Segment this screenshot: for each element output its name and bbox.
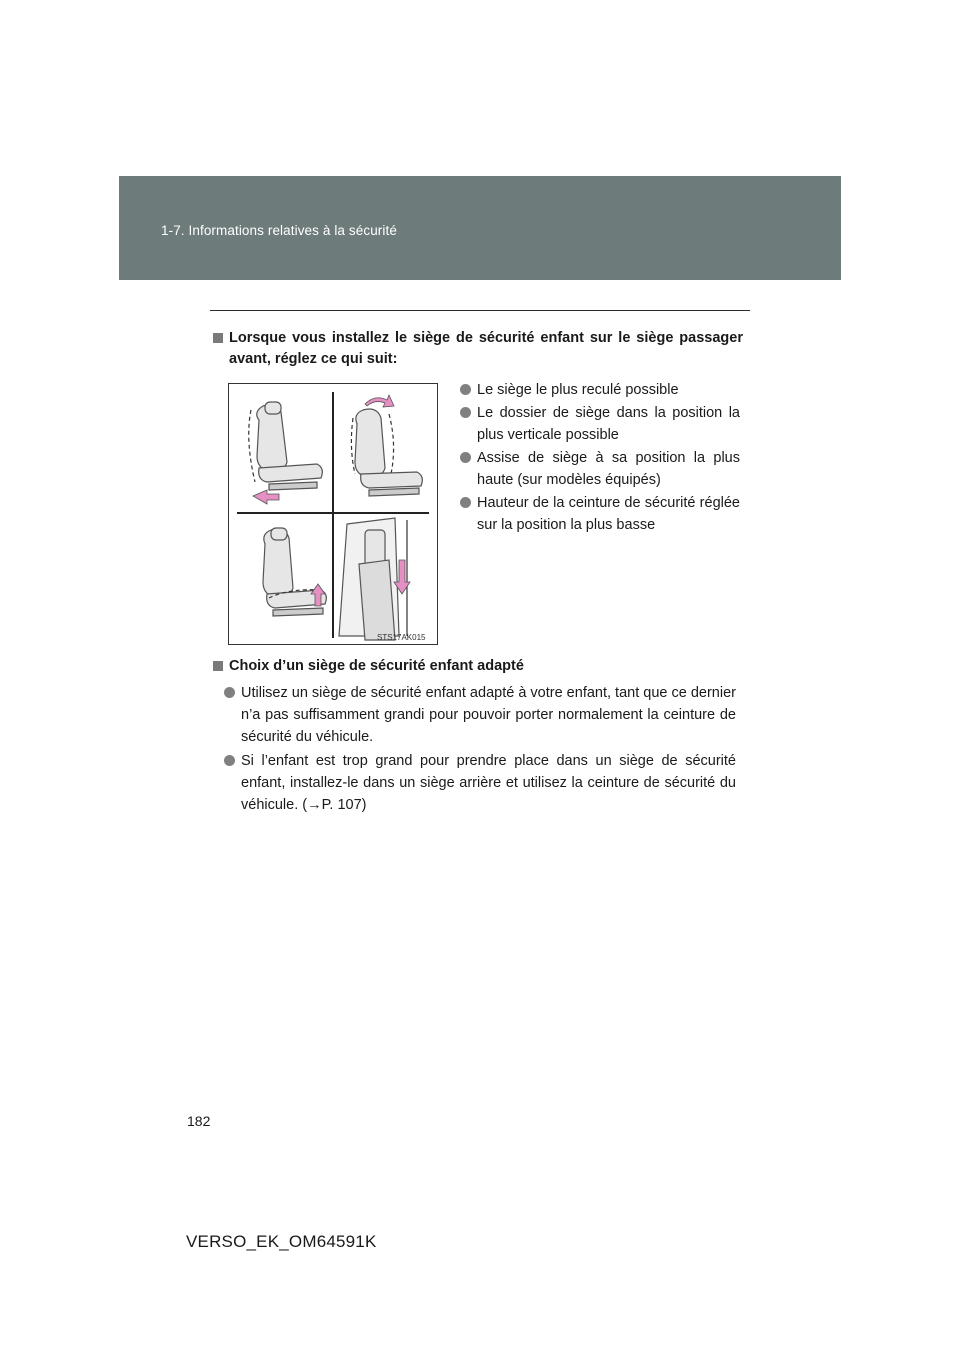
square-bullet-icon: [213, 661, 223, 671]
header-band: [119, 176, 841, 280]
list-item: Assise de siège à sa position la plus haute (sur modèles équipés): [460, 447, 740, 491]
round-bullet-icon: [460, 407, 471, 418]
round-bullet-icon: [460, 452, 471, 463]
round-bullet-icon: [224, 755, 235, 766]
list-item: Le dossier de siège dans la position la plus verticale possible: [460, 402, 740, 446]
list-item: Le siège le plus reculé possible: [460, 379, 740, 401]
page-number: 182: [187, 1113, 211, 1129]
seat-adjustment-drawing: [229, 384, 439, 646]
round-bullet-icon: [460, 384, 471, 395]
section-heading-choice: Choix d’un siège de sécurité enfant adapté: [213, 656, 743, 677]
list-item: Hauteur de la ceinture de sécurité réglée sur la position la plus basse: [460, 492, 740, 536]
section-heading-front-seat: Lorsque vous installez le siège de sécurité enfant sur le siège passager avant, réglez ce qui suit:: [213, 328, 743, 370]
backrest-upright-icon: [351, 409, 422, 496]
seat-adjustment-illustration: [228, 383, 438, 645]
list-item: Utilisez un siège de sécurité enfant adapté à votre enfant, tant que ce dernier n’a pas suffisamment grandi pour pouvoir porter normalement la ceinture de sécurité du véhicule.: [224, 682, 736, 748]
header-rule: [210, 310, 750, 311]
square-bullet-icon: [213, 333, 223, 343]
document-code: VERSO_EK_OM64591K: [186, 1232, 377, 1251]
figure-code: STS17AK015: [377, 633, 426, 642]
section-title: 1-7. Informations relatives à la sécurité: [161, 223, 397, 238]
round-bullet-icon: [224, 687, 235, 698]
seat-slide-back-icon: [249, 402, 323, 490]
round-bullet-icon: [460, 497, 471, 508]
belt-height-icon: [339, 518, 407, 640]
list-item: Si l’enfant est trop grand pour prendre place dans un siège de sécurité enfant, installez-le dans un siège arrière et utilisez la ceinture de sécurité du véhicule. (→P. 107): [224, 750, 736, 816]
